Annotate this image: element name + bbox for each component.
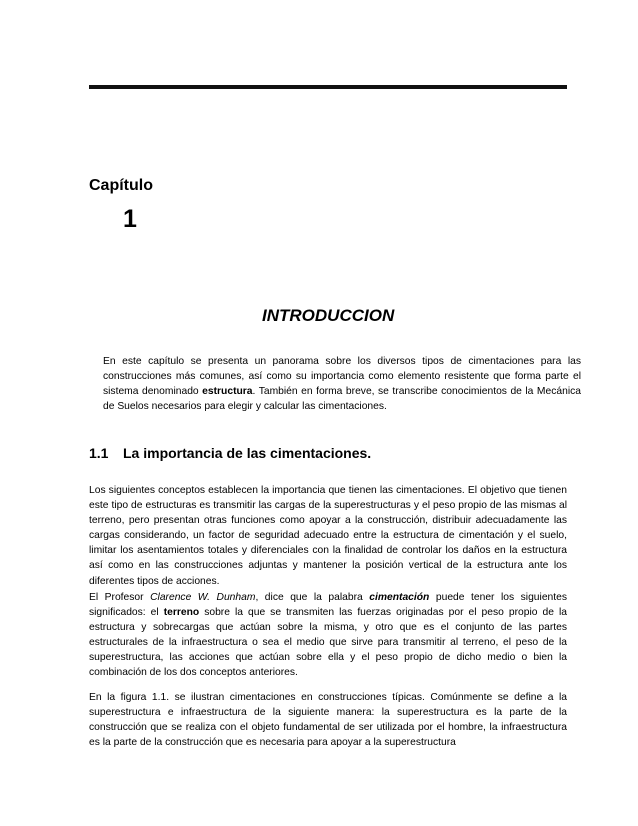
- section-title: La importancia de las cimentaciones.: [123, 445, 372, 461]
- author-name: Clarence W. Dunham: [150, 592, 256, 603]
- section-number: 1.1: [89, 445, 109, 461]
- p2-text-2: , dice que la palabra: [255, 592, 370, 603]
- paragraph-2: [89, 590, 567, 681]
- p2-text-4: sobre la que se transmiten las fuerzas originadas por el peso propio de la estructura y sobrecargas que actúan sobre la misma, y otro que es el conjunto de las partes estructurales de la infraestructura o sea el medio que sirve para transmitir al terreno, el peso de la superestructura, las acciones que actúan sobre ella y el peso propio de dicho medio o bien la combinación de los dos conceptos anteriores.: [89, 607, 567, 679]
- intro-bold-term: estructura: [202, 386, 253, 398]
- intro-text-2: . También en forma breve, se transcribe conocimientos de la Mecánica de Suelos necesarios para elegir y calcular las cimentaciones.: [103, 386, 581, 413]
- top-rule: [89, 85, 567, 89]
- section-heading: [89, 445, 371, 461]
- chapter-number: 1: [123, 205, 137, 233]
- intro-paragraph: [89, 354, 581, 414]
- p2-text-3: puede tener los siguientes significados: el: [89, 592, 568, 619]
- term-cimentacion: cimentación: [369, 592, 430, 603]
- intro-text-1: En este capítulo se presenta un panorama sobre los diversos tipos de cimentaciones para las construcciones más comunes, así como su importancia como elemento resistente que forma parte el sistema denominado: [103, 356, 581, 398]
- chapter-title: INTRODUCCION: [262, 306, 395, 325]
- term-terreno: terreno: [163, 607, 200, 619]
- p2-text-1: El Profesor: [89, 592, 151, 603]
- paragraph-3: En la figura 1.1. se ilustran cimentaciones en construcciones típicas. Comúnmente se define a la superestructura e infraestructura de la siguiente manera: la superestructura es la parte de la construcción que se realiza con el objeto fundamental de ser utilizada por el hombre, la infraestructura es la parte de la construcción que es necesaria para apoyar a la superestructura: [89, 692, 567, 749]
- paragraph-1: Los siguientes conceptos establecen la importancia que tienen las cimentaciones. El objetivo que tienen este tipo de estructuras es transmitir las cargas de la superestructuras y el peso propio de las mismas al terreno, pero presentan otras funciones como apoyar a la construcción, distribuir adecuadamente las cargas considerando, un factor de seguridad adecuado entre la estructura de cimentación y el suelo, limitar los asentamientos totales y diferenciales con la finalidad de controlar los daños en la estructura así como en las construcciones adjuntas y mantener la posición vertical de la estructura ante los diferentes tipos de acciones.: [89, 485, 567, 587]
- chapter-label: Capítulo: [89, 177, 153, 194]
